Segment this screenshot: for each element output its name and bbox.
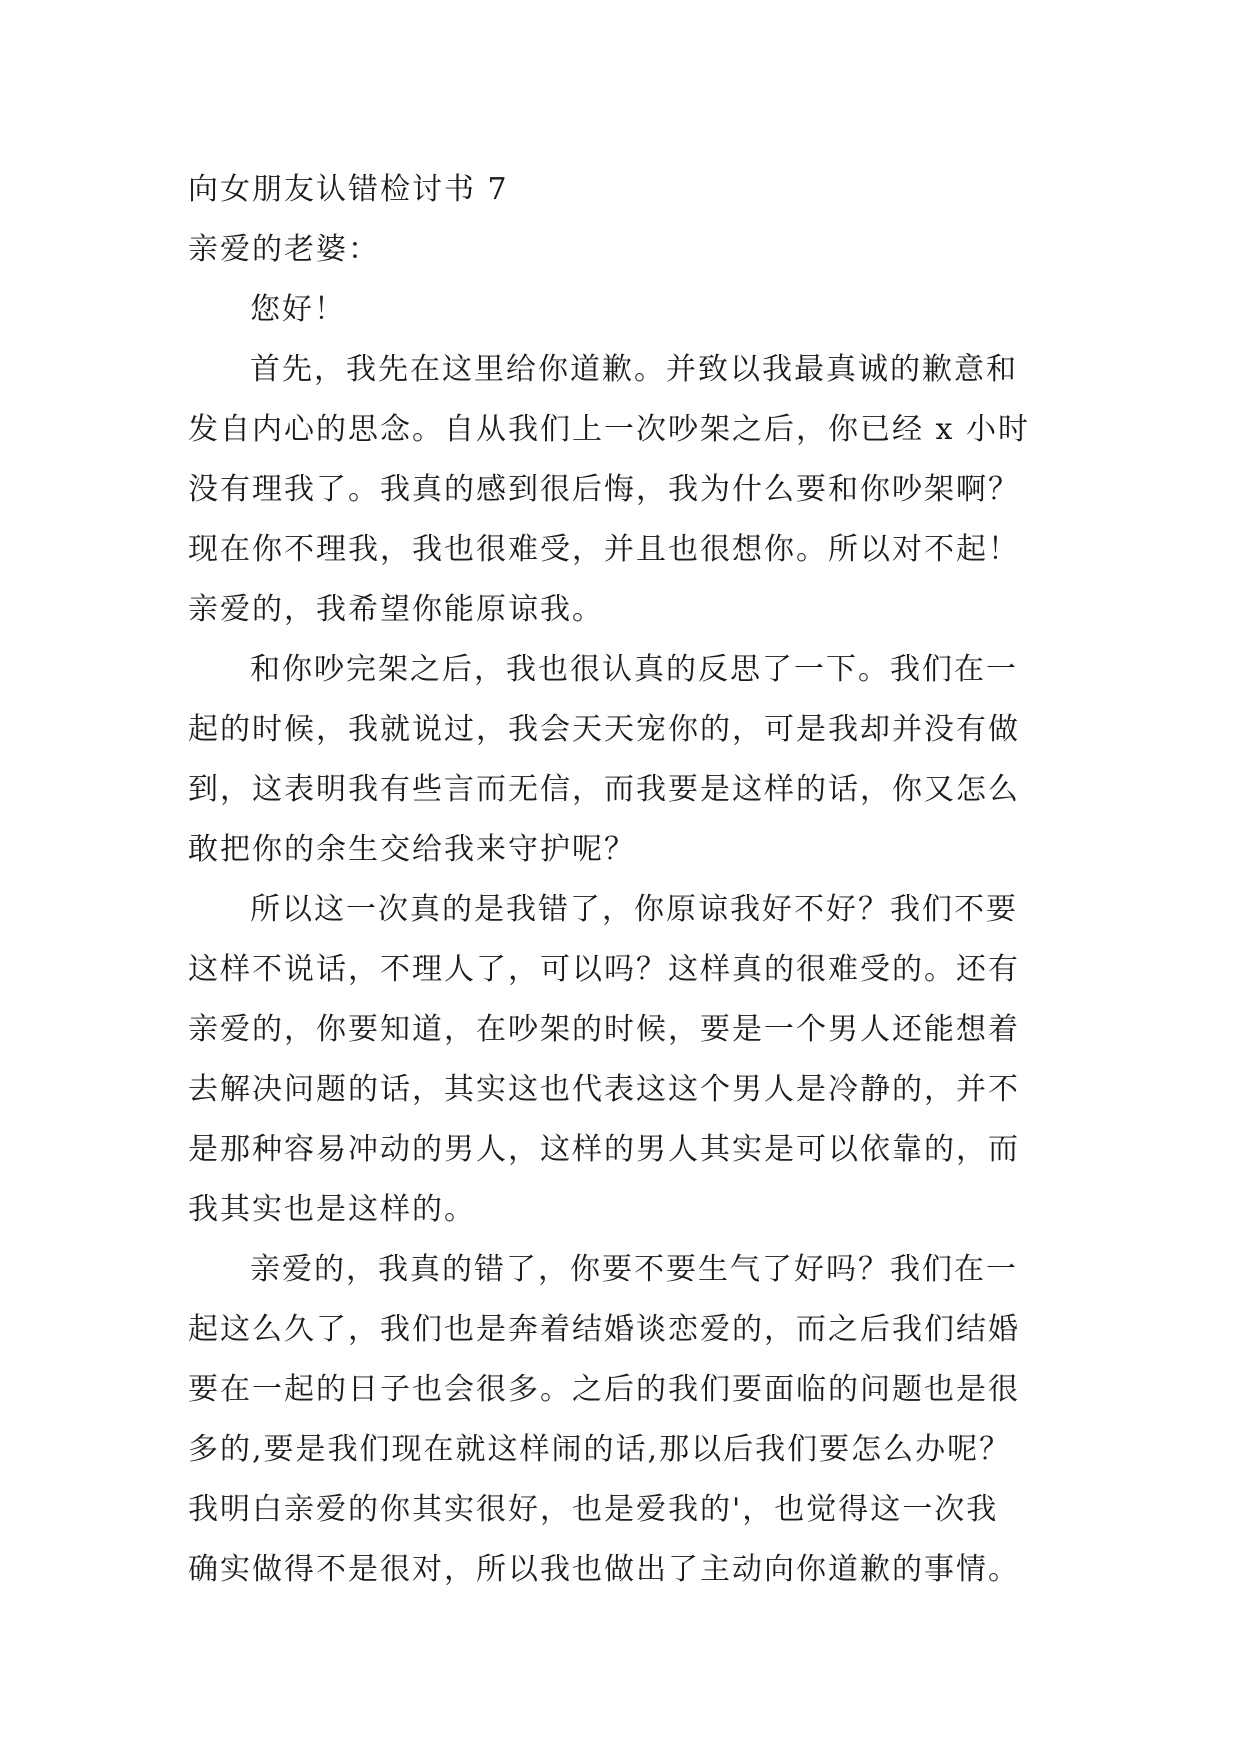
paragraph-line: 和你吵完架之后，我也很认真的反思了一下。我们在一 bbox=[250, 652, 1018, 687]
paragraph-1 bbox=[188, 340, 1068, 640]
paragraph-line: 我其实也是这样的。 bbox=[188, 1192, 476, 1227]
paragraph-line: 亲爱的，我希望你能原谅我。 bbox=[188, 592, 604, 627]
paragraph-line: 多的,要是我们现在就这样闹的话,那以后我们要怎么办呢？ bbox=[188, 1432, 1012, 1467]
salutation: 亲爱的老婆： bbox=[188, 232, 380, 267]
paragraph-line: 我明白亲爱的你其实很好，也是爱我的'，也觉得这一次我 bbox=[188, 1492, 999, 1527]
paragraph-line: 敢把你的余生交给我来守护呢？ bbox=[188, 832, 636, 867]
paragraph-line: 起这么久了，我们也是奔着结婚谈恋爱的，而之后我们结婚 bbox=[188, 1312, 1020, 1347]
paragraph-line: 到，这表明我有些言而无信，而我要是这样的话，你又怎么 bbox=[188, 772, 1020, 807]
paragraph-line: 现在你不理我，我也很难受，并且也很想你。所以对不起！ bbox=[188, 532, 1020, 567]
paragraph-4 bbox=[188, 1240, 1068, 1600]
paragraph-line: 是那种容易冲动的男人，这样的男人其实是可以依靠的，而 bbox=[188, 1132, 1020, 1167]
greeting: 您好！ bbox=[250, 292, 346, 327]
paragraph-line: 这样不说话，不理人了，可以吗？这样真的很难受的。还有 bbox=[188, 952, 1020, 987]
paragraph-line: 所以这一次真的是我错了，你原谅我好不好？我们不要 bbox=[250, 892, 1018, 927]
document-title: 向女朋友认错检讨书 7 bbox=[188, 172, 509, 207]
document-body bbox=[188, 160, 1068, 1600]
paragraph-line: 没有理我了。我真的感到很后悔，我为什么要和你吵架啊？ bbox=[188, 472, 1020, 507]
paragraph-2 bbox=[188, 640, 1068, 880]
paragraph-line: 去解决问题的话，其实这也代表这这个男人是冷静的，并不 bbox=[188, 1072, 1020, 1107]
paragraph-line: 要在一起的日子也会很多。之后的我们要面临的问题也是很 bbox=[188, 1372, 1020, 1407]
paragraph-line: 亲爱的，我真的错了，你要不要生气了好吗？我们在一 bbox=[250, 1252, 1018, 1287]
paragraph-line: 确实做得不是很对，所以我也做出了主动向你道歉的事情。 bbox=[188, 1552, 1020, 1587]
paragraph-line: 亲爱的，你要知道，在吵架的时候，要是一个男人还能想着 bbox=[188, 1012, 1020, 1047]
paragraph-3 bbox=[188, 880, 1068, 1240]
paragraph-line: 首先，我先在这里给你道歉。并致以我最真诚的歉意和 bbox=[250, 352, 1018, 387]
paragraph-line: 发自内心的思念。自从我们上一次吵架之后，你已经 x 小时 bbox=[188, 412, 1030, 447]
paragraph-line: 起的时候，我就说过，我会天天宠你的，可是我却并没有做 bbox=[188, 712, 1020, 747]
